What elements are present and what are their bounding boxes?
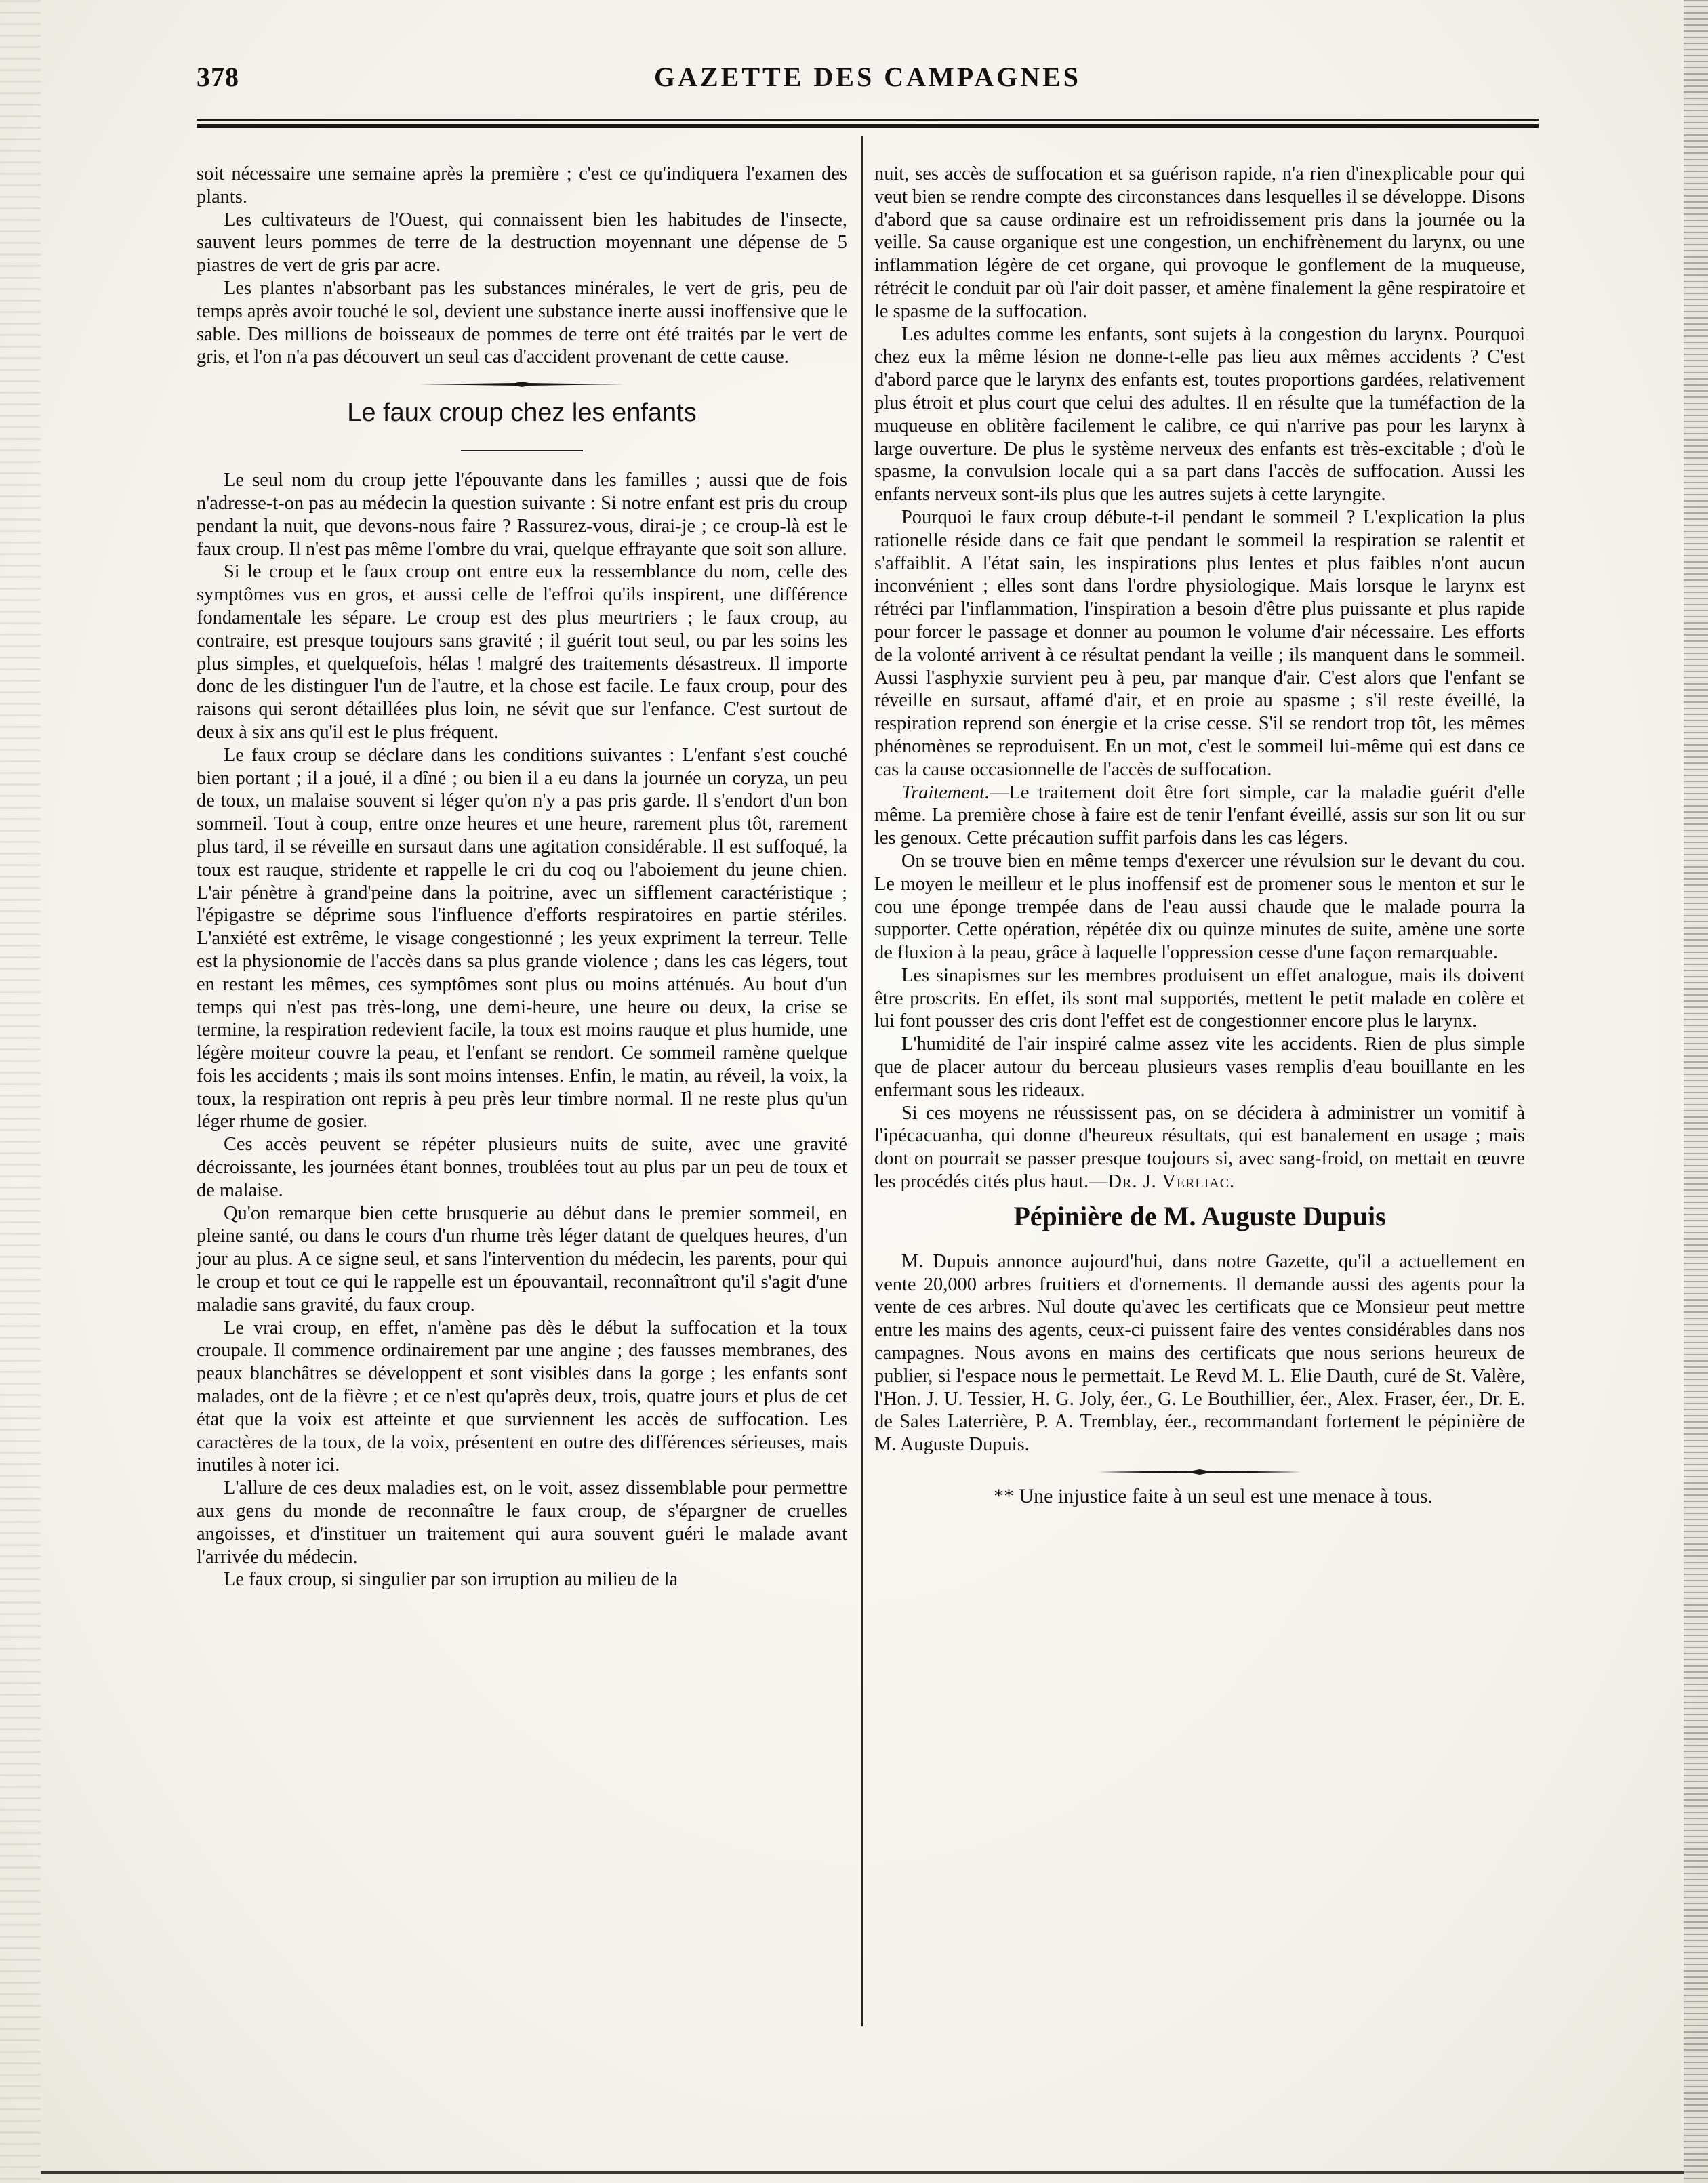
paragraph: Pourquoi le faux croup débute-t-il pendant le sommeil ? L'explication la plus rationelle réside dans ce fait que pendant le sommeil la respiration se ralentit et s'affaiblit. A l'état sain, les inspirations plus lentes et plus faibles n'ont aucun inconvénient ; elles sont dans l'ordre physiologique. Mais lorsque le larynx est rétréci par l'inflammation, l'inspiration a besoin d'être plus puissante et plus rapide pour forcer le passage et donner au poumon le volume d'air nécessaire. Les efforts de la volonté arrivent à ce résultat pendant la veille ; ils manquent dans le sommeil. Aussi l'asphyxie survient peu à peu, par manque d'air. C'est alors que l'enfant se réveille en sursaut, affamé d'air, et en proie au spasme ; s'il reste éveillé, la respiration reprend son énergie et la crise cesse. S'il se rendort trop tôt, les mêmes phénomènes se reproduisent. En un mot, c'est le sommeil lui-même qui est dans ce cas la cause occasionnelle de l'accès de suffocation. xyxy=(874,506,1525,780)
closing-maxim: ** Une injustice faite à un seul est une menace à tous. xyxy=(993,1485,1434,1508)
title-underline xyxy=(461,449,583,453)
paragraph-body: —Le traitement doit être fort simple, car la maladie guérit d'elle même. La première chose à faire est de tenir l'enfant éveillé, assis sur son lit ou sur les genoux. Cette précaution suffit parfois dans les cas légers. xyxy=(874,781,1525,849)
paragraph: soit nécessaire une semaine après la première ; c'est ce qu'indiquera l'examen des plants. xyxy=(197,163,847,207)
paragraph: Les sinapismes sur les membres produisent un effet analogue, mais ils doivent être proscrits. En effet, ils sont mal supportés, mettent le petit malade en colère et lui font pousser des cris dont l'effet est de congestionner encore plus le larynx. xyxy=(874,964,1525,1032)
paragraph: Les plantes n'absorbant pas les substances minérales, le vert de gris, peu de temps après avoir touché le sol, devient une substance inerte aussi inoffensive que le sable. Des millions de boisseaux de pommes de terre ont été traités par le vert de gris, et l'on n'a pas découvert un seul cas d'accident provenant de cette cause. xyxy=(197,277,847,368)
paragraph: nuit, ses accès de suffocation et sa guérison rapide, n'a rien d'inexplicable pour qui veut bien se rendre compte des circonstances dans lesquelles il se développe. Disons d'abord que sa cause ordinaire est un refroidissement pris dans la journée ou la veille. Sa cause organique est une congestion, un enchifrènement du larynx, ou une inflammation légère de cet organe, qui provoque le gonflement de la muqueuse, rétrécit le conduit par où l'air doit passer, et amène finalement la gêne respiratoire et le spasme de la suffocation. xyxy=(874,163,1525,322)
bottom-rule xyxy=(41,2171,1684,2174)
paragraph: Les cultivateurs de l'Ouest, qui connaissent bien les habitudes de l'insecte, sauvent leurs pommes de terre de la destruction moyennant une dépense de 5 piastres de vert de gris par acre. xyxy=(197,209,847,277)
paragraph xyxy=(874,781,1525,850)
paragraph: Le seul nom du croup jette l'épouvante dans les familles ; aussi que de fois n'adresse-t-on pas au médecin la question suivante : Si notre enfant est pris du croup pendant la nuit, que devons-nous faire ? Rassurez-vous, dirai-je ; ce croup-là est le faux croup. Il n'est pas même l'ombre du vrai, quelque effrayante que soit son allure. xyxy=(197,470,847,560)
section-divider xyxy=(1098,1469,1301,1475)
article-title: Le faux croup chez les enfants xyxy=(347,399,697,428)
author-signature: Dr. J. Verliac. xyxy=(1107,1171,1236,1193)
masthead: GAZETTE DES CAMPAGNES xyxy=(653,62,1081,92)
header-rule xyxy=(197,119,1539,128)
paragraph: L'humidité de l'air inspiré calme assez vite les accidents. Rien de plus simple que de placer autour du berceau plusieurs vases remplis d'eau bouillante en les enfermant sous les rideaux. xyxy=(874,1034,1525,1101)
paragraph: Ces accès peuvent se répéter plusieurs nuits de suite, avec une gravité décroissante, les journées étant bonnes, troublées tout au plus par un peu de toux et de malaise. xyxy=(197,1134,847,1201)
paragraph: Le faux croup, si singulier par son irruption au milieu de la xyxy=(224,1569,678,1591)
section-divider xyxy=(420,381,624,388)
left-column xyxy=(197,163,847,1591)
paragraph xyxy=(874,1102,1525,1193)
paragraph-lead: Traitement. xyxy=(901,781,990,803)
paragraph: Qu'on remarque bien cette brusquerie au début dans le premier sommeil, en pleine santé, ou dans le cours d'un rhume très léger datant de quelques heures, d'un jour au plus. A ce signe seul, et sans l'intervention du médecin, les parents, pour qui le croup et tout ce qui le rappelle est un épouvantail, reconnaîtront qu'il s'agit d'une maladie sans gravité, du faux croup. xyxy=(197,1202,847,1315)
paragraph-body: Si ces moyens ne réussissent pas, on se décidera à administrer un vomitif à l'ipécacuanha, qui donne d'heureux résultats, qui est banalement en usage ; mais dont on pourrait se passer presque toujours si, avec sang-froid, on mettait en œuvre les procédés cités plus haut.— xyxy=(874,1102,1525,1193)
page-edge-right xyxy=(1684,0,1708,2183)
page-edge-left xyxy=(0,0,41,2183)
page-header xyxy=(197,61,1539,102)
paragraph: L'allure de ces deux maladies est, on le voit, assez dissemblable pour permettre aux gens du monde de reconnaître le faux croup, de s'épargner de cruelles angoisses, et d'instituer un traitement qui aura souvent guéri le malade avant l'arrivée du médecin. xyxy=(197,1477,847,1568)
column-divider xyxy=(861,136,863,2026)
paragraph: Les adultes comme les enfants, sont sujets à la congestion du larynx. Pourquoi chez eux la même lésion ne donne-t-elle pas lieu aux mêmes accidents ? C'est d'abord parce que le larynx des enfants est, toutes proportions gardées, relativement plus étroit et plus court que celui des adultes. Il en résulte que la tuméfaction de la muqueuse en oblitère facilement le calibre, ce qui n'arrive pas pour les larynx à large ouverture. De plus le système nerveux des enfants est très-excitable ; d'où le spasme, la convulsion locale qui a sa part dans l'accès de suffocation. Aussi les enfants nerveux sont-ils plus que les autres sujets à cette laryngite. xyxy=(874,323,1525,506)
article-title: Pépinière de M. Auguste Dupuis xyxy=(1013,1200,1386,1231)
paragraph: Le vrai croup, en effet, n'amène pas dès le début la suffocation et la toux croupale. Il commence ordinairement par une angine ; des fausses membranes, des peaux blanchâtres se développent et sont visibles dans la gorge ; les enfants sont malades, ont de la fièvre ; et ce n'est qu'après deux, trois, quatre jours et plus de cet état que la voix est atteinte et que surviennent les accès de suffocation. Les caractères de la toux, de la voix, présentent en outre des différences sérieuses, mais inutiles à noter ici. xyxy=(197,1317,847,1476)
page-number: 378 xyxy=(197,62,239,92)
paragraph: M. Dupuis annonce aujourd'hui, dans notre Gazette, qu'il a actuellement en vente 20,000 arbres fruitiers et d'ornements. Il demande aussi des agents pour la vente de ces arbres. Nul doute qu'avec les certificats que ce Monsieur peut mettre entre les mains des agents, ceux-ci puissent faire des ventes considérables dans nos campagnes. Nous avons en mains des certificats que nous serions heureux de publier, si l'espace nous le permettait. Le Revd M. L. Elie Dauth, curé de St. Valère, l'Hon. J. U. Tessier, H. G. Joly, éer., G. Le Bouthillier, éer., Alex. Fraser, éer., Dr. E. de Sales Laterrière, P. A. Tremblay, éer., recommandant fortement le pépinière de M. Auguste Dupuis. xyxy=(874,1250,1525,1456)
paragraph: On se trouve bien en même temps d'exercer une révulsion sur le devant du cou. Le moyen le meilleur et le plus inoffensif est de promener sous le menton et sur le cou une éponge trempée dans de l'eau aussi chaude que le malade pourra la supporter. Cette opération, répétée dix ou quinze minutes de suite, amène une sorte de fluxion à la peau, grâce à laquelle l'oppression cesse d'une façon remarquable. xyxy=(874,850,1525,964)
right-column xyxy=(874,163,1525,1508)
paragraph: Si le croup et le faux croup ont entre eux la ressemblance du nom, celle des symptômes vus en gros, et aussi celle de l'effroi qu'ils inspirent, une différence fondamentale les sépare. Le croup est des plus meurtriers ; le faux croup, au contraire, est presque toujours sans gravité ; il guérit tout seul, ou par les soins les plus simples, et quelquefois, hélas ! malgré des traitements désastreux. Il importe donc de les distinguer l'un de l'autre, et la chose est facile. Le faux croup, pour des raisons qui seront détaillées plus loin, ne sévit que sur l'enfance. C'est surtout de deux à six ans qu'il est le plus fréquent. xyxy=(197,561,847,743)
paragraph: Le faux croup se déclare dans les conditions suivantes : L'enfant s'est couché bien portant ; il a joué, il a dîné ; ou bien il a eu dans la journée un coryza, un peu de toux, un malaise souvent si léger qu'on n'y a pas pris garde. Il s'endort d'un bon sommeil. Tout à coup, entre onze heures et une heure, rarement plus tôt, rarement plus tard, il se réveille en sursaut dans une agitation considérable. Il est suffoqué, la toux est rauque, stridente et rappelle le cri du coq ou l'aboiement du jeune chien. L'air pénètre à grand'peine dans la poitrine, avec un sifflement caractéristique ; l'épigastre se déprime sous l'influence d'efforts respiratoires en partie stériles. L'anxiété est extrême, le visage congestionné ; les yeux expriment la terreur. Telle est la physionomie de l'accès dans sa plus grande violence ; dans les cas légers, tout en restant les mêmes, ces symptômes sont plus ou moins atténués. Au bout d'un temps qui n'est pas très-long, une demi-heure, une heure ou deux, la crise se termine, la respiration redevient facile, la toux est moins rauque et plus humide, une légère moiteur couvre la peau, et l'enfant se rendort. Ce sommeil ramène quelque fois les accidents ; mais ils sont moins intenses. Enfin, le matin, au réveil, la voix, la toux, la respiration ont repris à peu près leur timbre normal. Il ne reste plus qu'un léger rhume de gosier. xyxy=(197,744,847,1133)
